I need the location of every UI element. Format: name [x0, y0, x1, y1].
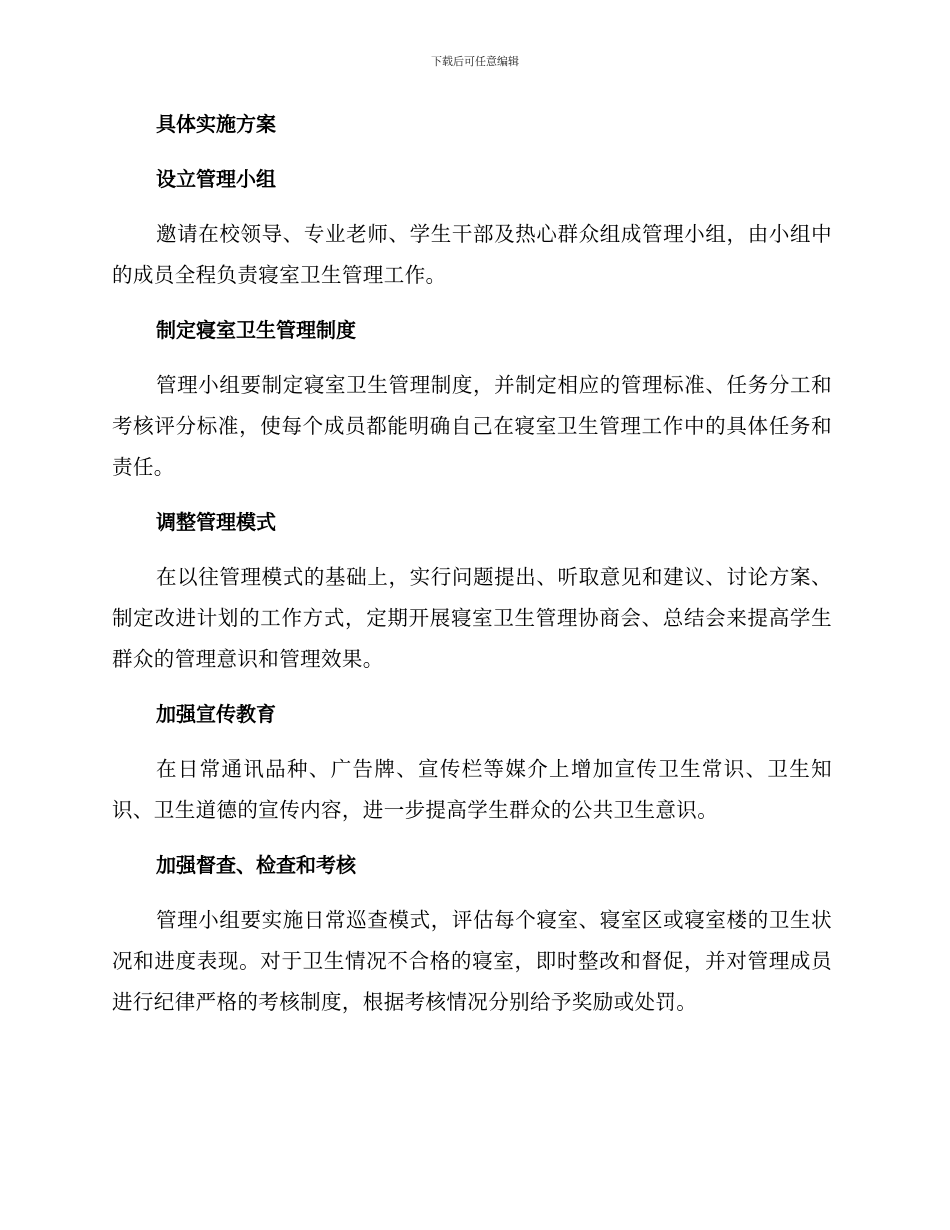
- paragraph-inspection: 管理小组要实施日常巡查模式，评估每个寝室、寝室区或寝室楼的卫生状况和进度表现。对于卫生情况不合格的寝室，即时整改和督促，并对管理成员进行纪律严格的考核制度，根据考核情况分别给予奖励或处罚。: [112, 908, 832, 1014]
- paragraph-management-group: 邀请在校领导、专业老师、学生干部及热心群众组成管理小组，由小组中的成员全程负责寝室卫生管理工作。: [112, 222, 832, 287]
- section-heading-management-mode: 调整管理模式: [156, 510, 276, 534]
- section-heading-management-group: 设立管理小组: [156, 167, 276, 191]
- section-heading-publicity: 加强宣传教育: [156, 702, 276, 726]
- paragraph-management-mode: 在以往管理模式的基础上，实行问题提出、听取意见和建议、讨论方案、制定改进计划的工作方式，定期开展寝室卫生管理协商会、总结会来提高学生群众的管理意识和管理效果。: [112, 565, 832, 671]
- section-heading-rules: 制定寝室卫生管理制度: [156, 318, 356, 342]
- paragraph-publicity: 在日常通讯品种、广告牌、宣传栏等媒介上增加宣传卫生常识、卫生知识、卫生道德的宣传内容，进一步提高学生群众的公共卫生意识。: [112, 757, 832, 822]
- paragraph-rules: 管理小组要制定寝室卫生管理制度，并制定相应的管理标准、任务分工和考核评分标准，使每个成员都能明确自己在寝室卫生管理工作中的具体任务和责任。: [112, 373, 832, 479]
- section-heading-inspection: 加强督查、检查和考核: [156, 853, 356, 877]
- document-body: [112, 104, 832, 1037]
- page-header: 下载后可任意编辑: [431, 55, 519, 68]
- section-heading-plan: 具体实施方案: [156, 112, 276, 136]
